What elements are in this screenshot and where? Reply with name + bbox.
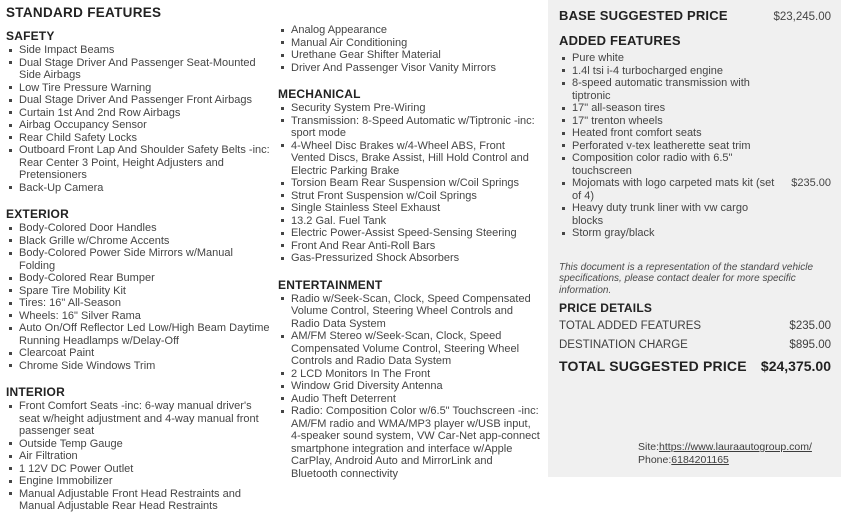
bullet-icon xyxy=(281,107,284,110)
disclaimer-text: This document is a representation of the standard vehicle specifications, please contact dealer for more specific information. xyxy=(559,261,814,296)
feature-text: Security System Pre-Wiring xyxy=(291,102,426,114)
bullet-icon xyxy=(281,385,284,388)
page-title: STANDARD FEATURES xyxy=(6,5,162,20)
feature-item xyxy=(6,119,272,132)
bullet-icon xyxy=(9,327,12,330)
bullet-icon xyxy=(562,144,565,147)
bullet-icon xyxy=(562,207,565,210)
feature-item xyxy=(6,44,272,57)
section-heading: ENTERTAINMENT xyxy=(278,277,383,292)
feature-list xyxy=(278,293,542,481)
feature-text: Air Filtration xyxy=(19,450,78,462)
added-feature-text: Heated front comfort seats xyxy=(572,127,702,139)
feature-item xyxy=(6,144,272,182)
feature-item xyxy=(6,82,272,95)
total-price-label: TOTAL SUGGESTED PRICE xyxy=(559,358,747,374)
bullet-icon xyxy=(9,364,12,367)
bullet-icon xyxy=(562,107,565,110)
feature-text: Outboard Front Lap And Shoulder Safety Belts -inc: Rear Center 3 Point, Height Adjusters and Pretensioners xyxy=(19,144,270,181)
section-heading: SAFETY xyxy=(6,29,55,43)
added-feature-item xyxy=(559,65,831,78)
feature-item xyxy=(6,285,272,298)
bullet-icon xyxy=(281,410,284,413)
left-sections xyxy=(6,29,272,513)
added-feature-item xyxy=(559,177,831,202)
feature-text: Transmission: 8-Speed Automatic w/Tiptronic -inc: sport mode xyxy=(291,114,535,139)
bullet-icon xyxy=(9,289,12,292)
bullet-icon xyxy=(9,124,12,127)
added-feature-item xyxy=(559,140,831,153)
base-price-label: BASE SUGGESTED PRICE xyxy=(559,8,728,23)
feature-section xyxy=(6,385,272,513)
bullet-icon xyxy=(562,119,565,122)
feature-item xyxy=(278,37,542,50)
bullet-icon xyxy=(562,232,565,235)
bullet-icon xyxy=(281,119,284,122)
feature-item xyxy=(6,322,272,347)
total-price-row xyxy=(559,358,831,374)
feature-item xyxy=(6,94,272,107)
feature-text: Airbag Occupancy Sensor xyxy=(19,119,147,131)
feature-item xyxy=(278,227,542,240)
bullet-icon xyxy=(281,372,284,375)
bullet-icon xyxy=(9,302,12,305)
feature-text: Rear Child Safety Locks xyxy=(19,131,137,144)
middle-sections xyxy=(278,24,542,480)
feature-item xyxy=(6,310,272,323)
added-feature-item xyxy=(559,52,831,65)
bullet-icon xyxy=(562,57,565,60)
feature-text: Back-Up Camera xyxy=(19,181,104,194)
dealer-footer xyxy=(638,441,812,467)
bullet-icon xyxy=(281,207,284,210)
bullet-icon xyxy=(281,397,284,400)
added-feature-item xyxy=(559,152,831,177)
feature-text: Outside Temp Gauge xyxy=(19,437,123,450)
feature-item xyxy=(278,393,542,406)
bullet-icon xyxy=(9,252,12,255)
added-feature-text: 17" all-season tires xyxy=(572,102,666,114)
feature-item xyxy=(278,202,542,215)
feature-item xyxy=(6,297,272,310)
bullet-icon xyxy=(281,182,284,185)
added-feature-text: 1.4l tsi i-4 turbocharged engine xyxy=(572,64,724,77)
added-feature-text: Mojomats with logo carpeted mats kit (set of 4) xyxy=(572,177,775,202)
feature-item xyxy=(278,115,542,140)
bullet-icon xyxy=(9,239,12,242)
section-heading: MECHANICAL xyxy=(278,87,361,101)
bullet-icon xyxy=(281,297,284,300)
feature-text: Radio w/Seek-Scan, Clock, Speed Compensated Volume Control, Steering Wheel Controls and Radio Data System xyxy=(291,292,531,330)
feature-section xyxy=(6,207,272,372)
bullet-icon xyxy=(9,442,12,445)
feature-text: Window Grid Diversity Antenna xyxy=(291,380,443,392)
feature-item xyxy=(6,272,272,285)
bullet-icon xyxy=(9,99,12,102)
bullet-icon xyxy=(9,86,12,89)
feature-item xyxy=(6,438,272,451)
feature-text: Front Comfort Seats -inc: 6-way manual driver's seat w/height adjustment and 4-way manual front passenger seat xyxy=(19,400,259,437)
feature-text: Engine Immobilizer xyxy=(19,475,113,487)
feature-text: 4-Wheel Disc Brakes w/4-Wheel ABS, Front Vented Discs, Brake Assist, Hill Hold Control and Electric Parking Brake xyxy=(291,139,529,177)
section-heading: EXTERIOR xyxy=(6,207,69,221)
feature-text: Tires: 16" All-Season xyxy=(19,297,121,309)
bullet-icon xyxy=(9,111,12,114)
phone-line xyxy=(638,454,812,467)
bullet-icon xyxy=(9,352,12,355)
bullet-icon xyxy=(9,149,12,152)
bullet-icon xyxy=(562,82,565,85)
feature-item xyxy=(6,450,272,463)
site-line xyxy=(638,441,812,454)
added-feature-price: $235.00 xyxy=(791,177,831,189)
feature-item xyxy=(6,400,272,438)
bullet-icon xyxy=(281,194,284,197)
added-feature-text: Perforated v-tex leatherette seat trim xyxy=(572,139,751,152)
feature-item xyxy=(278,24,542,37)
added-feature-item xyxy=(559,127,831,140)
bullet-icon xyxy=(9,467,12,470)
bullet-icon xyxy=(281,29,284,32)
feature-item xyxy=(6,235,272,248)
site-link[interactable]: https://www.lauraautogroup.com/ xyxy=(659,441,812,453)
feature-item xyxy=(278,177,542,190)
phone-link[interactable]: 6184201165 xyxy=(671,454,729,466)
feature-item xyxy=(278,293,542,331)
bullet-icon xyxy=(281,219,284,222)
standard-features-left-column xyxy=(6,5,272,513)
feature-item xyxy=(278,49,542,62)
bullet-icon xyxy=(9,227,12,230)
bullet-icon xyxy=(9,186,12,189)
added-feature-item xyxy=(559,115,831,128)
feature-item xyxy=(6,360,272,373)
bullet-icon xyxy=(9,277,12,280)
bullet-icon xyxy=(9,405,12,408)
feature-text: 1 12V DC Power Outlet xyxy=(19,462,134,475)
bullet-icon xyxy=(281,335,284,338)
feature-item xyxy=(6,463,272,476)
feature-list xyxy=(6,222,272,372)
feature-text: Manual Air Conditioning xyxy=(291,36,408,49)
feature-text: Analog Appearance xyxy=(291,24,388,36)
feature-item xyxy=(278,252,542,265)
feature-item xyxy=(6,222,272,235)
bullet-icon xyxy=(281,144,284,147)
bullet-icon xyxy=(9,49,12,52)
added-feature-text: Storm gray/black xyxy=(572,227,655,239)
bullet-icon xyxy=(562,69,565,72)
feature-text: Electric Power-Assist Speed-Sensing Steering xyxy=(291,227,517,239)
standard-features-middle-column xyxy=(278,24,542,480)
section-heading: INTERIOR xyxy=(6,385,65,399)
price-details-heading: PRICE DETAILS xyxy=(559,301,653,315)
bullet-icon xyxy=(9,136,12,139)
feature-item xyxy=(6,182,272,195)
feature-text: Torsion Beam Rear Suspension w/Coil Springs xyxy=(291,177,520,189)
bullet-icon xyxy=(562,132,565,135)
base-price-row xyxy=(559,8,831,23)
price-detail-rows xyxy=(559,315,831,354)
added-feature-text: 17" trenton wheels xyxy=(572,114,663,127)
feature-text: Front And Rear Anti-Roll Bars xyxy=(291,239,436,252)
bullet-icon xyxy=(281,232,284,235)
feature-section xyxy=(278,24,542,74)
phone-label: Phone: xyxy=(638,454,672,466)
feature-item xyxy=(278,368,542,381)
feature-text: 13.2 Gal. Fuel Tank xyxy=(291,214,387,227)
bullet-icon xyxy=(281,257,284,260)
bullet-icon xyxy=(562,157,565,160)
feature-text: Dual Stage Driver And Passenger Seat-Mounted Side Airbags xyxy=(19,56,256,81)
feature-item xyxy=(6,107,272,120)
feature-text: AM/FM Stereo w/Seek-Scan, Clock, Speed Compensated Volume Control, Steering Wheel Controls and Radio Data System xyxy=(291,330,520,367)
bullet-icon xyxy=(9,480,12,483)
feature-item xyxy=(278,240,542,253)
detail-value: $895.00 xyxy=(789,339,831,351)
pricing-panel xyxy=(548,0,841,477)
added-feature-text: 8-speed automatic transmission with tiptronic xyxy=(572,77,750,102)
feature-item xyxy=(278,102,542,115)
feature-text: Wheels: 16" Silver Rama xyxy=(19,309,141,322)
feature-text: Driver And Passenger Visor Vanity Mirrors xyxy=(291,61,496,74)
detail-label: TOTAL ADDED FEATURES xyxy=(559,319,702,332)
feature-text: Body-Colored Power Side Mirrors w/Manual Folding xyxy=(19,247,233,272)
feature-item xyxy=(278,190,542,203)
feature-section xyxy=(6,29,272,194)
bullet-icon xyxy=(9,492,12,495)
feature-item xyxy=(6,132,272,145)
feature-text: Body-Colored Door Handles xyxy=(19,222,157,234)
feature-item xyxy=(6,247,272,272)
detail-value: $235.00 xyxy=(789,319,831,332)
bullet-icon xyxy=(9,61,12,64)
feature-text: Auto On/Off Reflector Led Low/High Beam Daytime Running Headlamps w/Delay-Off xyxy=(19,322,270,347)
feature-section xyxy=(278,278,542,481)
feature-text: Radio: Composition Color w/6.5" Touchscreen -inc: AM/FM radio and WMA/MP3 player w/USB input, 4-speaker sound system, VW Car-Net app-connect smartphone integration and interface w/Apple CarPlay, Android Auto and MirrorLink and Bluetooth connectivity xyxy=(291,405,540,480)
feature-text: Curtain 1st And 2nd Row Airbags xyxy=(19,106,181,119)
feature-text: Strut Front Suspension w/Coil Springs xyxy=(291,189,477,202)
base-price-value: $23,245.00 xyxy=(773,11,831,23)
added-features-heading: ADDED FEATURES xyxy=(559,33,681,48)
bullet-icon xyxy=(281,244,284,247)
added-feature-text: Pure white xyxy=(572,52,624,64)
feature-text: Side Impact Beams xyxy=(19,44,115,56)
feature-item xyxy=(278,330,542,368)
feature-item xyxy=(278,140,542,178)
site-label: Site: xyxy=(638,441,660,453)
feature-text: Urethane Gear Shifter Material xyxy=(291,49,441,61)
added-feature-item xyxy=(559,102,831,115)
feature-list xyxy=(278,24,542,74)
added-feature-item xyxy=(559,77,831,102)
feature-text: Black Grille w/Chrome Accents xyxy=(19,234,170,247)
feature-item xyxy=(278,62,542,75)
feature-text: Single Stainless Steel Exhaust xyxy=(291,202,441,214)
feature-text: Chrome Side Windows Trim xyxy=(19,359,156,372)
feature-text: Clearcoat Paint xyxy=(19,347,95,359)
added-feature-item xyxy=(559,202,831,227)
feature-list xyxy=(6,400,272,513)
added-feature-text: Heavy duty trunk liner with vw cargo blocks xyxy=(572,202,749,227)
feature-item xyxy=(6,57,272,82)
feature-text: Gas-Pressurized Shock Absorbers xyxy=(291,252,460,264)
feature-text: Spare Tire Mobility Kit xyxy=(19,284,126,297)
price-detail-row xyxy=(559,315,831,335)
bullet-icon xyxy=(281,54,284,57)
feature-text: Dual Stage Driver And Passenger Front Airbags xyxy=(19,94,252,106)
feature-section xyxy=(278,87,542,265)
bullet-icon xyxy=(281,66,284,69)
added-feature-text: Composition color radio with 6.5" touchscreen xyxy=(572,152,733,177)
bullet-icon xyxy=(281,41,284,44)
feature-item xyxy=(6,488,272,513)
feature-text: Low Tire Pressure Warning xyxy=(19,81,152,94)
feature-list xyxy=(278,102,542,265)
feature-item xyxy=(6,347,272,360)
bullet-icon xyxy=(9,455,12,458)
price-detail-row xyxy=(559,335,831,355)
bullet-icon xyxy=(562,182,565,185)
added-feature-item xyxy=(559,227,831,240)
added-features-list xyxy=(559,52,831,240)
feature-text: 2 LCD Monitors In The Front xyxy=(291,367,431,380)
feature-item xyxy=(278,380,542,393)
feature-text: Manual Adjustable Front Head Restraints and Manual Adjustable Rear Head Restraints xyxy=(19,487,241,512)
feature-item xyxy=(278,405,542,480)
bullet-icon xyxy=(9,314,12,317)
detail-label: DESTINATION CHARGE xyxy=(559,339,688,351)
feature-text: Audio Theft Deterrent xyxy=(291,392,396,405)
feature-item xyxy=(278,215,542,228)
feature-list xyxy=(6,44,272,194)
total-price-value: $24,375.00 xyxy=(760,358,831,374)
feature-text: Body-Colored Rear Bumper xyxy=(19,272,155,284)
